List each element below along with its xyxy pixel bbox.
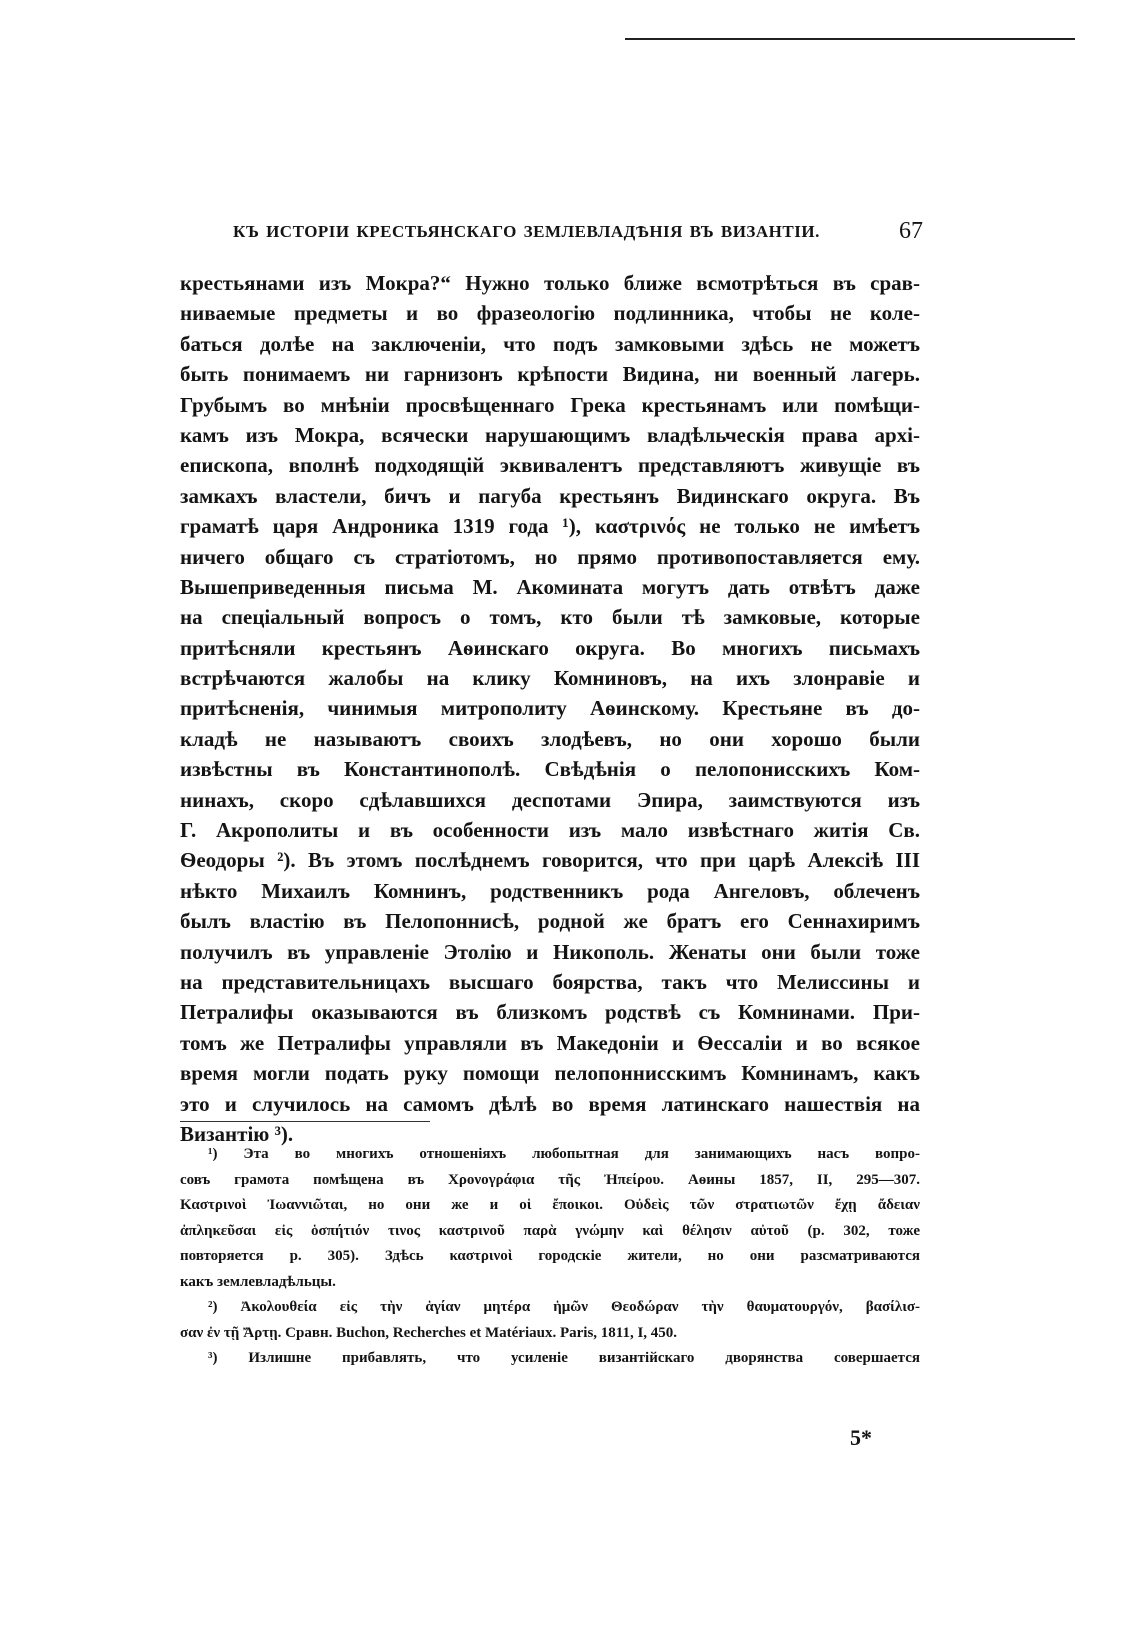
- footnote-line: Καστρινοὶ Ἰωαννιῶται, но они же и οἱ ἔποικοι. Οὐδεὶς τῶν στρατιωτῶν ἔχῃ ἄδειαν: [180, 1197, 920, 1213]
- footnote-line: ²) Ἀκολουθεία εἰς τὴν ἁγίαν μητέρα ἡμῶν Θεοδώραν τὴν θαυματουργόν, βασίλισ-: [208, 1299, 920, 1315]
- text-line: кладѣ не называютъ своихъ злодѣевъ, но они хорошо были: [180, 726, 920, 751]
- running-title: КЪ ИСТОРІИ КРЕСТЬЯНСКАГО ЗЕМЛЕВЛАДѢНІЯ ВЪ ВИЗАНТІИ.: [233, 222, 820, 241]
- text-line: Византію ³).: [180, 1121, 294, 1146]
- text-line: это и случилось на самомъ дѣлѣ во время латинскаго нашествія на: [180, 1091, 920, 1116]
- text-line: Г. Акрополиты и въ особенности изъ мало извѣстнаго житія Св.: [180, 818, 920, 843]
- text-line: быть понимаемъ ни гарнизонъ крѣпости Видина, ни военный лагерь.: [180, 362, 920, 387]
- text-line: время могли подать руку помощи пелопоннисскимъ Комнинамъ, какъ: [180, 1061, 920, 1086]
- text-line: притѣсняли крестьянъ Аѳинскаго округа. Во многихъ письмахъ: [180, 635, 920, 660]
- text-line: граматѣ царя Андроника 1319 года ¹), καστρινός не только не имѣетъ: [180, 514, 920, 539]
- footnote-line: ³) Излишне прибавлять, что усиленіе византійскаго дворянства совершается: [208, 1350, 920, 1366]
- footnote-line: σαν ἐν τῇ Ἄρτῃ. Сравн. Buchon, Recherches et Matériaux. Paris, 1811, I, 450.: [180, 1324, 678, 1341]
- footnote-line: совъ грамота помѣщена въ Χρονογράφια τῆς Ἠπείρου. Аѳины 1857, II, 295—307.: [180, 1171, 920, 1188]
- text-line: Петралифы оказываются въ близкомъ родствѣ съ Комнинами. При-: [180, 1000, 920, 1025]
- body-text: [180, 268, 920, 1149]
- text-line: на представительницахъ высшаго боярства, такъ что Мелиссины и: [180, 969, 920, 994]
- page-number: 67: [899, 218, 923, 244]
- text-line: Ѳеодоры ²). Въ этомъ послѣднемъ говорится, что при царѣ Алексіѣ III: [180, 848, 920, 873]
- text-line: былъ властію въ Пелопоннисѣ, родной же братъ его Сеннахиримъ: [180, 909, 920, 934]
- signature-mark: 5*: [850, 1425, 872, 1450]
- text-line: замкахъ властели, бичъ и пагуба крестьянъ Видинскаго округа. Въ: [180, 483, 920, 508]
- text-line: притѣсненія, чинимыя митрополиту Аѳинскому. Крестьяне въ до-: [180, 696, 920, 721]
- text-line: камъ изъ Мокра, всячески нарушающимъ владѣльческія права архі-: [180, 422, 920, 447]
- text-line: епископа, вполнѣ подходящій эквивалентъ представляютъ живущіе въ: [180, 453, 920, 478]
- text-line: нѣкто Михаилъ Комнинъ, родственникъ рода Ангеловъ, облеченъ: [180, 878, 920, 903]
- footnote-line: какъ землевладѣльцы.: [180, 1273, 336, 1290]
- top-rule: [625, 38, 1075, 40]
- footnotes: [180, 1142, 920, 1372]
- text-line: извѣстны въ Константинополѣ. Свѣдѣнія о пелопонисскихъ Ком-: [180, 757, 920, 782]
- text-line: крестьянами изъ Мокра?“ Нужно только ближе всмотрѣться въ срав-: [180, 271, 920, 295]
- text-line: на спеціальный вопросъ о томъ, кто были тѣ замковые, которые: [180, 605, 920, 630]
- text-line: нинахъ, скоро сдѣлавшихся деспотами Эпира, заимствуются изъ: [180, 787, 920, 812]
- text-line: ничего общаго съ стратіотомъ, но прямо противопоставляется ему.: [180, 544, 920, 569]
- footnote-line: повторяется p. 305). Здѣсь καστρινοὶ городскіе жители, но они разсматриваются: [180, 1248, 920, 1264]
- footnote-separator: [180, 1121, 430, 1122]
- text-line: ниваемые предметы и во фразеологію подлинника, чтобы не коле-: [180, 301, 920, 326]
- text-line: томъ же Петралифы управляли въ Македоніи и Ѳессаліи и во всякое: [180, 1030, 920, 1055]
- text-line: баться долѣе на заключеніи, что подъ замковыми здѣсь не можетъ: [180, 331, 920, 356]
- text-line: встрѣчаются жалобы на клику Комниновъ, на ихъ злонравіе и: [180, 666, 920, 691]
- footnote-line: ¹) Эта во многихъ отношеніяхъ любопытная для занимающихъ насъ вопро-: [208, 1146, 920, 1162]
- text-line: Грубымъ во мнѣніи просвѣщеннаго Грека крестьянамъ или помѣщи-: [180, 392, 920, 417]
- text-line: Вышеприведенныя письма М. Акомината могутъ дать отвѣтъ даже: [180, 574, 920, 599]
- page-header: [233, 218, 923, 248]
- footnote-line: ἀπληκεῦσαι εἰς ὁσπήτιόν τινος καστρινοῦ παρὰ γνώμην καὶ θέλησιν αὐτοῦ (p. 302, тоже: [180, 1222, 920, 1239]
- text-line: получилъ въ управленіе Этолію и Никополь. Женаты они были тоже: [180, 939, 920, 964]
